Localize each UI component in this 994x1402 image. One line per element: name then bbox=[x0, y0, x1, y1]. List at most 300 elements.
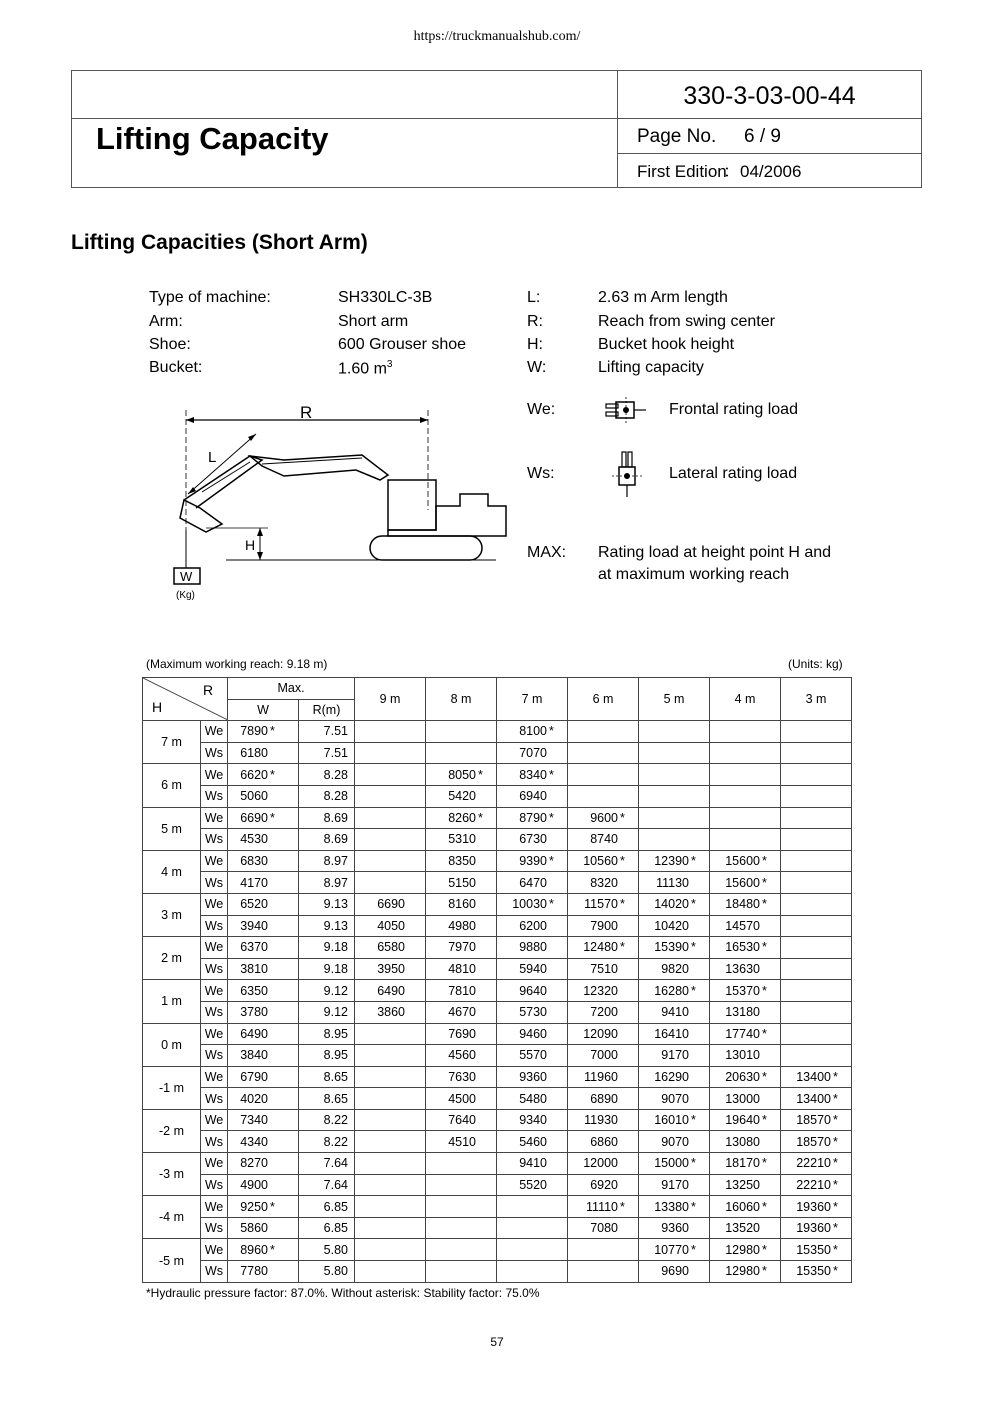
arm-value: Short arm bbox=[338, 313, 409, 330]
value-cell: 15000 * bbox=[639, 1153, 710, 1175]
load-type-cell: Ws bbox=[201, 1088, 228, 1110]
legend-l-desc: 2.63 m Arm length bbox=[598, 289, 728, 306]
legend-we-desc: Frontal rating load bbox=[669, 401, 798, 418]
height-cell: 1 m bbox=[143, 980, 201, 1023]
table-row bbox=[143, 764, 852, 786]
value-cell bbox=[497, 1239, 568, 1261]
load-type-cell: Ws bbox=[201, 958, 228, 980]
load-type-cell: Ws bbox=[201, 872, 228, 894]
value-cell: 11960 bbox=[568, 1066, 639, 1088]
load-type-cell: Ws bbox=[201, 1174, 228, 1196]
value-cell: 6920 bbox=[568, 1174, 639, 1196]
value-cell bbox=[355, 785, 426, 807]
table-row bbox=[143, 937, 852, 959]
max-w-cell: 4170 bbox=[228, 872, 299, 894]
value-cell bbox=[639, 829, 710, 851]
value-cell: 15370 * bbox=[710, 980, 781, 1002]
value-cell: 9070 bbox=[639, 1131, 710, 1153]
value-cell: 18570 * bbox=[781, 1109, 852, 1131]
height-cell: -2 m bbox=[143, 1109, 201, 1152]
reach-header: 6 m bbox=[568, 678, 639, 721]
value-cell: 6690 bbox=[355, 893, 426, 915]
load-type-cell: We bbox=[201, 850, 228, 872]
max-r-cell: 8.65 bbox=[299, 1088, 355, 1110]
value-cell: 16010 * bbox=[639, 1109, 710, 1131]
max-r-cell: 7.51 bbox=[299, 721, 355, 743]
load-kg-label: (Kg) bbox=[176, 590, 195, 601]
value-cell bbox=[426, 1174, 497, 1196]
value-cell: 8740 bbox=[568, 829, 639, 851]
value-cell: 8160 bbox=[426, 893, 497, 915]
value-cell bbox=[355, 1109, 426, 1131]
max-r-cell: 7.51 bbox=[299, 742, 355, 764]
page-number-label: Page No. bbox=[637, 126, 717, 147]
max-r-cell: 9.13 bbox=[299, 915, 355, 937]
value-cell: 17740 * bbox=[710, 1023, 781, 1045]
value-cell: 6580 bbox=[355, 937, 426, 959]
max-w-cell: 6830 bbox=[228, 850, 299, 872]
max-r-cell: 9.13 bbox=[299, 893, 355, 915]
value-cell bbox=[568, 1261, 639, 1283]
shoe-label: Shoe: bbox=[149, 336, 191, 353]
value-cell: 16530 * bbox=[710, 937, 781, 959]
value-cell: 13400 * bbox=[781, 1066, 852, 1088]
value-cell bbox=[781, 937, 852, 959]
max-w-cell: 6370 bbox=[228, 937, 299, 959]
max-w-cell: 8960 * bbox=[228, 1239, 299, 1261]
value-cell: 4980 bbox=[426, 915, 497, 937]
document-header bbox=[71, 70, 922, 188]
value-cell: 7070 bbox=[497, 742, 568, 764]
load-type-cell: We bbox=[201, 1109, 228, 1131]
value-cell bbox=[497, 1196, 568, 1218]
load-type-cell: Ws bbox=[201, 1131, 228, 1153]
height-cell: -1 m bbox=[143, 1066, 201, 1109]
legend-max-desc-1: Rating load at height point H and bbox=[598, 544, 832, 561]
legend-w-desc: Lifting capacity bbox=[598, 359, 704, 376]
load-type-cell: We bbox=[201, 1023, 228, 1045]
value-cell: 4510 bbox=[426, 1131, 497, 1153]
table-row bbox=[143, 1131, 852, 1153]
value-cell: 12090 bbox=[568, 1023, 639, 1045]
value-cell bbox=[639, 785, 710, 807]
rm-header: R(m) bbox=[299, 699, 355, 721]
value-cell bbox=[781, 1045, 852, 1067]
value-cell: 5940 bbox=[497, 958, 568, 980]
max-r-cell: 6.85 bbox=[299, 1217, 355, 1239]
value-cell bbox=[568, 721, 639, 743]
load-w-label: W bbox=[180, 569, 193, 584]
max-w-cell: 6350 bbox=[228, 980, 299, 1002]
value-cell: 14020 * bbox=[639, 893, 710, 915]
lifting-capacity-table bbox=[142, 677, 852, 1283]
value-cell: 14570 bbox=[710, 915, 781, 937]
value-cell: 16280 * bbox=[639, 980, 710, 1002]
load-type-cell: Ws bbox=[201, 1001, 228, 1023]
max-w-cell: 4530 bbox=[228, 829, 299, 851]
value-cell: 15390 * bbox=[639, 937, 710, 959]
table-row bbox=[143, 1088, 852, 1110]
max-w-cell: 4340 bbox=[228, 1131, 299, 1153]
corner-h-label: H bbox=[152, 699, 163, 715]
load-type-cell: Ws bbox=[201, 1217, 228, 1239]
table-row bbox=[143, 829, 852, 851]
value-cell: 13180 bbox=[710, 1001, 781, 1023]
value-cell: 7970 bbox=[426, 937, 497, 959]
value-cell bbox=[781, 893, 852, 915]
max-r-cell: 9.12 bbox=[299, 980, 355, 1002]
value-cell: 5730 bbox=[497, 1001, 568, 1023]
bucket-value: 1.60 $m^3$ bbox=[338, 359, 393, 378]
document-number: 330-3-03-00-44 bbox=[683, 82, 856, 110]
footnote: *Hydraulic pressure factor: 87.0%. Without asterisk: Stability factor: 75.0% bbox=[146, 1286, 540, 1300]
value-cell: 7640 bbox=[426, 1109, 497, 1131]
page-number-value: 6 / 9 bbox=[744, 126, 781, 147]
value-cell bbox=[426, 1153, 497, 1175]
load-type-cell: Ws bbox=[201, 915, 228, 937]
max-r-cell: 8.69 bbox=[299, 829, 355, 851]
value-cell bbox=[710, 785, 781, 807]
value-cell bbox=[355, 1174, 426, 1196]
table-row bbox=[143, 1217, 852, 1239]
max-header: Max. bbox=[228, 678, 355, 700]
legend-h-key: H: bbox=[527, 336, 543, 353]
max-w-cell: 6520 bbox=[228, 893, 299, 915]
load-type-cell: Ws bbox=[201, 785, 228, 807]
max-r-cell: 7.64 bbox=[299, 1153, 355, 1175]
max-r-cell: 9.18 bbox=[299, 958, 355, 980]
value-cell: 7690 bbox=[426, 1023, 497, 1045]
value-cell bbox=[355, 1066, 426, 1088]
bucket-label: Bucket: bbox=[149, 359, 203, 376]
value-cell: 8350 bbox=[426, 850, 497, 872]
max-r-cell: 8.69 bbox=[299, 807, 355, 829]
reach-header: 8 m bbox=[426, 678, 497, 721]
legend-we-key: We: bbox=[527, 401, 556, 418]
load-type-cell: We bbox=[201, 893, 228, 915]
machine-value: SH330LC-3B bbox=[338, 289, 433, 306]
value-cell: 5570 bbox=[497, 1045, 568, 1067]
legend-ws-desc: Lateral rating load bbox=[669, 465, 798, 482]
table-row bbox=[143, 850, 852, 872]
value-cell: 10770 * bbox=[639, 1239, 710, 1261]
value-cell bbox=[355, 721, 426, 743]
max-w-cell: 6490 bbox=[228, 1023, 299, 1045]
corner-cell bbox=[143, 678, 228, 721]
legend-l-key: L: bbox=[527, 289, 541, 306]
value-cell bbox=[781, 1001, 852, 1023]
value-cell bbox=[568, 742, 639, 764]
value-cell: 7810 bbox=[426, 980, 497, 1002]
value-cell: 12320 bbox=[568, 980, 639, 1002]
max-w-cell: 9250 * bbox=[228, 1196, 299, 1218]
value-cell bbox=[639, 807, 710, 829]
value-cell: 3860 bbox=[355, 1001, 426, 1023]
table-row bbox=[143, 785, 852, 807]
value-cell: 11570 * bbox=[568, 893, 639, 915]
max-r-cell: 8.22 bbox=[299, 1109, 355, 1131]
value-cell: 5420 bbox=[426, 785, 497, 807]
height-cell: 6 m bbox=[143, 764, 201, 807]
table-row bbox=[143, 721, 852, 743]
table-row bbox=[143, 1153, 852, 1175]
reach-header: 3 m bbox=[781, 678, 852, 721]
legend-ws-key: Ws: bbox=[527, 465, 555, 482]
w-header: W bbox=[228, 699, 299, 721]
value-cell: 12980 * bbox=[710, 1261, 781, 1283]
max-r-cell: 9.18 bbox=[299, 937, 355, 959]
value-cell bbox=[355, 1088, 426, 1110]
value-cell bbox=[710, 764, 781, 786]
value-cell: 4560 bbox=[426, 1045, 497, 1067]
value-cell: 19360 * bbox=[781, 1217, 852, 1239]
value-cell: 16290 bbox=[639, 1066, 710, 1088]
source-url[interactable]: https://truckmanualshub.com/ bbox=[413, 29, 581, 44]
value-cell: 4500 bbox=[426, 1088, 497, 1110]
value-cell: 16410 bbox=[639, 1023, 710, 1045]
max-r-cell: 9.12 bbox=[299, 1001, 355, 1023]
max-r-cell: 8.28 bbox=[299, 785, 355, 807]
reach-header: 9 m bbox=[355, 678, 426, 721]
value-cell bbox=[639, 742, 710, 764]
value-cell: 9410 bbox=[639, 1001, 710, 1023]
value-cell bbox=[781, 721, 852, 743]
value-cell: 8050 * bbox=[426, 764, 497, 786]
value-cell bbox=[355, 807, 426, 829]
value-cell: 13000 bbox=[710, 1088, 781, 1110]
load-type-cell: Ws bbox=[201, 1045, 228, 1067]
load-type-cell: We bbox=[201, 1196, 228, 1218]
load-type-cell: We bbox=[201, 1239, 228, 1261]
page-number-field bbox=[618, 119, 921, 153]
value-cell: 7510 bbox=[568, 958, 639, 980]
max-w-cell: 4020 bbox=[228, 1088, 299, 1110]
value-cell bbox=[355, 850, 426, 872]
value-cell: 7630 bbox=[426, 1066, 497, 1088]
table-row bbox=[143, 807, 852, 829]
max-r-cell: 5.80 bbox=[299, 1239, 355, 1261]
value-cell bbox=[426, 742, 497, 764]
edition-value: ：04/2006 bbox=[723, 162, 802, 181]
value-cell: 12000 bbox=[568, 1153, 639, 1175]
max-w-cell: 7890 * bbox=[228, 721, 299, 743]
value-cell bbox=[355, 1196, 426, 1218]
value-cell bbox=[426, 721, 497, 743]
height-cell: 0 m bbox=[143, 1023, 201, 1066]
value-cell bbox=[781, 1023, 852, 1045]
value-cell: 9360 bbox=[497, 1066, 568, 1088]
value-cell: 6200 bbox=[497, 915, 568, 937]
value-cell: 15600 * bbox=[710, 850, 781, 872]
value-cell bbox=[710, 742, 781, 764]
value-cell: 4050 bbox=[355, 915, 426, 937]
max-w-cell: 6790 bbox=[228, 1066, 299, 1088]
value-cell: 18480 * bbox=[710, 893, 781, 915]
value-cell bbox=[497, 1261, 568, 1283]
units-note: (Units: kg) bbox=[788, 657, 843, 671]
dim-l-label: L bbox=[208, 449, 217, 466]
value-cell: 9460 bbox=[497, 1023, 568, 1045]
max-w-cell: 6180 bbox=[228, 742, 299, 764]
table-row bbox=[143, 1174, 852, 1196]
dim-r-label: R bbox=[300, 403, 313, 422]
value-cell bbox=[355, 1023, 426, 1045]
value-cell bbox=[781, 829, 852, 851]
value-cell: 12480 * bbox=[568, 937, 639, 959]
reach-header: 5 m bbox=[639, 678, 710, 721]
value-cell: 11930 bbox=[568, 1109, 639, 1131]
max-w-cell: 7340 bbox=[228, 1109, 299, 1131]
table-row bbox=[143, 1196, 852, 1218]
reach-header: 7 m bbox=[497, 678, 568, 721]
value-cell: 9820 bbox=[639, 958, 710, 980]
value-cell: 13250 bbox=[710, 1174, 781, 1196]
value-cell bbox=[355, 764, 426, 786]
value-cell: 16060 * bbox=[710, 1196, 781, 1218]
dim-h-label: H bbox=[245, 537, 256, 553]
machine-label: Type of machine: bbox=[149, 289, 271, 306]
max-r-cell: 8.28 bbox=[299, 764, 355, 786]
value-cell: 18570 * bbox=[781, 1131, 852, 1153]
value-cell bbox=[355, 1153, 426, 1175]
value-cell bbox=[568, 1239, 639, 1261]
value-cell bbox=[781, 807, 852, 829]
value-cell: 5520 bbox=[497, 1174, 568, 1196]
value-cell: 5460 bbox=[497, 1131, 568, 1153]
value-cell bbox=[639, 721, 710, 743]
value-cell bbox=[710, 721, 781, 743]
max-r-cell: 7.64 bbox=[299, 1174, 355, 1196]
value-cell bbox=[710, 807, 781, 829]
max-r-cell: 8.22 bbox=[299, 1131, 355, 1153]
reach-header: 4 m bbox=[710, 678, 781, 721]
legend-h-desc: Bucket hook height bbox=[598, 336, 735, 353]
value-cell bbox=[426, 1196, 497, 1218]
value-cell: 9360 bbox=[639, 1217, 710, 1239]
value-cell: 19640 * bbox=[710, 1109, 781, 1131]
load-type-cell: We bbox=[201, 1066, 228, 1088]
height-cell: 5 m bbox=[143, 807, 201, 850]
height-cell: 4 m bbox=[143, 850, 201, 893]
value-cell: 9600 * bbox=[568, 807, 639, 829]
value-cell: 7200 bbox=[568, 1001, 639, 1023]
height-cell: -5 m bbox=[143, 1239, 201, 1282]
value-cell bbox=[426, 1239, 497, 1261]
max-r-cell: 8.95 bbox=[299, 1045, 355, 1067]
load-type-cell: We bbox=[201, 980, 228, 1002]
value-cell: 6890 bbox=[568, 1088, 639, 1110]
value-cell bbox=[355, 1131, 426, 1153]
value-cell bbox=[781, 980, 852, 1002]
table-row bbox=[143, 893, 852, 915]
height-cell: 2 m bbox=[143, 937, 201, 980]
value-cell: 11110 * bbox=[568, 1196, 639, 1218]
value-cell: 22210 * bbox=[781, 1174, 852, 1196]
value-cell bbox=[426, 1261, 497, 1283]
value-cell: 4670 bbox=[426, 1001, 497, 1023]
value-cell: 9640 bbox=[497, 980, 568, 1002]
value-cell: 5150 bbox=[426, 872, 497, 894]
value-cell: 6860 bbox=[568, 1131, 639, 1153]
load-type-cell: Ws bbox=[201, 1261, 228, 1283]
max-w-cell: 3810 bbox=[228, 958, 299, 980]
table-row bbox=[143, 1045, 852, 1067]
max-w-cell: 3840 bbox=[228, 1045, 299, 1067]
value-cell: 13630 bbox=[710, 958, 781, 980]
value-cell bbox=[568, 764, 639, 786]
value-cell: 9390 * bbox=[497, 850, 568, 872]
value-cell: 10030 * bbox=[497, 893, 568, 915]
max-w-cell: 3940 bbox=[228, 915, 299, 937]
height-cell: 3 m bbox=[143, 893, 201, 936]
legend-r-desc: Reach from swing center bbox=[598, 313, 775, 330]
load-type-cell: Ws bbox=[201, 829, 228, 851]
value-cell: 9340 bbox=[497, 1109, 568, 1131]
value-cell: 13400 * bbox=[781, 1088, 852, 1110]
value-cell: 9170 bbox=[639, 1174, 710, 1196]
value-cell bbox=[781, 742, 852, 764]
height-cell: -4 m bbox=[143, 1196, 201, 1239]
frontal-load-icon bbox=[600, 395, 654, 425]
table-row bbox=[143, 872, 852, 894]
value-cell: 13080 bbox=[710, 1131, 781, 1153]
page-title: Lifting Capacity bbox=[96, 121, 329, 156]
value-cell: 8260 * bbox=[426, 807, 497, 829]
max-r-cell: 8.65 bbox=[299, 1066, 355, 1088]
table-row bbox=[143, 1261, 852, 1283]
table-row bbox=[143, 980, 852, 1002]
value-cell bbox=[355, 1045, 426, 1067]
shoe-value: 600 Grouser shoe bbox=[338, 336, 467, 353]
height-cell: 7 m bbox=[143, 721, 201, 764]
value-cell: 15600 * bbox=[710, 872, 781, 894]
value-cell: 8340 * bbox=[497, 764, 568, 786]
load-type-cell: We bbox=[201, 764, 228, 786]
value-cell: 18170 * bbox=[710, 1153, 781, 1175]
excavator-diagram bbox=[166, 400, 511, 605]
max-w-cell: 3780 bbox=[228, 1001, 299, 1023]
load-type-cell: We bbox=[201, 721, 228, 743]
value-cell bbox=[355, 872, 426, 894]
table-row bbox=[143, 742, 852, 764]
max-reach-note: (Maximum working reach: 9.18 m) bbox=[146, 657, 328, 671]
value-cell: 12390 * bbox=[639, 850, 710, 872]
value-cell: 7000 bbox=[568, 1045, 639, 1067]
value-cell: 6490 bbox=[355, 980, 426, 1002]
value-cell: 13380 * bbox=[639, 1196, 710, 1218]
value-cell: 6730 bbox=[497, 829, 568, 851]
value-cell: 19360 * bbox=[781, 1196, 852, 1218]
value-cell: 11130 bbox=[639, 872, 710, 894]
value-cell bbox=[781, 785, 852, 807]
value-cell: 6470 bbox=[497, 872, 568, 894]
value-cell: 6940 bbox=[497, 785, 568, 807]
value-cell bbox=[426, 1217, 497, 1239]
table-row bbox=[143, 1239, 852, 1261]
value-cell bbox=[568, 785, 639, 807]
value-cell: 4810 bbox=[426, 958, 497, 980]
value-cell: 9690 bbox=[639, 1261, 710, 1283]
value-cell: 15350 * bbox=[781, 1239, 852, 1261]
table-row bbox=[143, 915, 852, 937]
table-row bbox=[143, 1001, 852, 1023]
value-cell: 7080 bbox=[568, 1217, 639, 1239]
max-w-cell: 6620 * bbox=[228, 764, 299, 786]
load-type-cell: We bbox=[201, 1153, 228, 1175]
value-cell: 9880 bbox=[497, 937, 568, 959]
arm-label: Arm: bbox=[149, 313, 183, 330]
value-cell bbox=[355, 742, 426, 764]
